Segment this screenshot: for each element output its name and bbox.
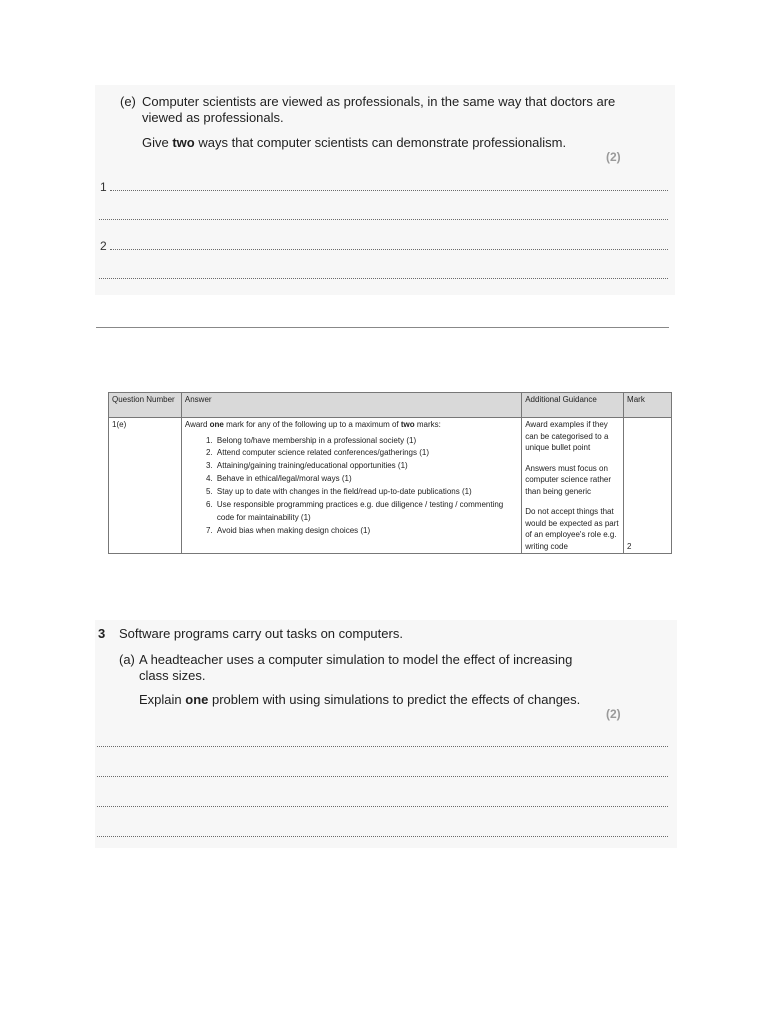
guidance-text: Award examples if they can be categorised to a unique bullet point — [525, 420, 609, 452]
answer-line[interactable] — [110, 249, 668, 250]
question-instruction: Explain one problem with using simulations to predict the effects of changes. — [139, 692, 581, 707]
list-item: 7. Avoid bias when making design choices (1) — [215, 525, 518, 538]
list-item: 5. Stay up to date with changes in the field/read up-to-date publications (1) — [215, 486, 518, 499]
question-part-label: (a) — [119, 652, 135, 667]
header-additional-guidance: Additional Guidance — [522, 393, 624, 418]
answer-line[interactable] — [110, 190, 668, 191]
guidance-text: Do not accept things that would be expected as part of an employee's role e.g. writing code — [525, 507, 619, 551]
marks-available: (2) — [606, 150, 621, 164]
answer-line[interactable] — [97, 806, 668, 807]
header-question-number: Question Number — [109, 393, 182, 418]
list-item: 3. Attaining/gaining training/educational opportunities (1) — [215, 460, 518, 473]
marks-available: (2) — [606, 707, 621, 721]
table-row — [109, 418, 672, 554]
question-part-label: (e) — [120, 94, 136, 109]
guidance-text: Answers must focus on computer science rather than being generic — [525, 463, 612, 496]
question-stem-line-2: viewed as professionals. — [142, 110, 284, 125]
answer-intro: Award one mark for any of the following up to a maximum of two marks: — [184, 420, 441, 429]
header-answer: Answer — [181, 393, 521, 418]
answer-line[interactable] — [97, 836, 668, 837]
question-part-line-2: class sizes. — [139, 668, 206, 683]
list-item: 1. Belong to/have membership in a professional society (1) — [215, 435, 518, 448]
cell-answer — [181, 418, 521, 554]
answer-line[interactable] — [99, 219, 668, 220]
answer-line[interactable] — [97, 776, 668, 777]
header-mark: Mark — [624, 393, 672, 418]
cell-additional-guidance — [522, 418, 624, 554]
question-part-line-1: A headteacher uses a computer simulation to model the effect of increasing — [139, 652, 573, 667]
cell-question-number: 1(e) — [109, 418, 182, 554]
question-stem: Software programs carry out tasks on computers. — [119, 626, 403, 641]
list-item: 2. Attend computer science related conferences/gatherings (1) — [215, 447, 518, 460]
answer-line[interactable] — [97, 746, 668, 747]
cell-mark: 2 — [624, 418, 672, 554]
question-stem-line-1: Computer scientists are viewed as professionals, in the same way that doctors are — [142, 94, 616, 109]
question-instruction: Give two ways that computer scientists can demonstrate professionalism. — [142, 135, 567, 150]
table-header-row — [109, 393, 672, 418]
answer-list — [185, 435, 518, 538]
list-item: 6. Use responsible programming practices e.g. due diligence / testing / commenting code for maintainability (1) — [215, 499, 518, 525]
mark-scheme-table — [108, 392, 672, 554]
answer-number-1: 1 — [100, 180, 107, 194]
section-divider — [96, 327, 669, 328]
answer-line[interactable] — [99, 278, 668, 279]
list-item: 4. Behave in ethical/legal/moral ways (1) — [215, 473, 518, 486]
answer-number-2: 2 — [100, 239, 107, 253]
question-number: 3 — [98, 626, 106, 641]
